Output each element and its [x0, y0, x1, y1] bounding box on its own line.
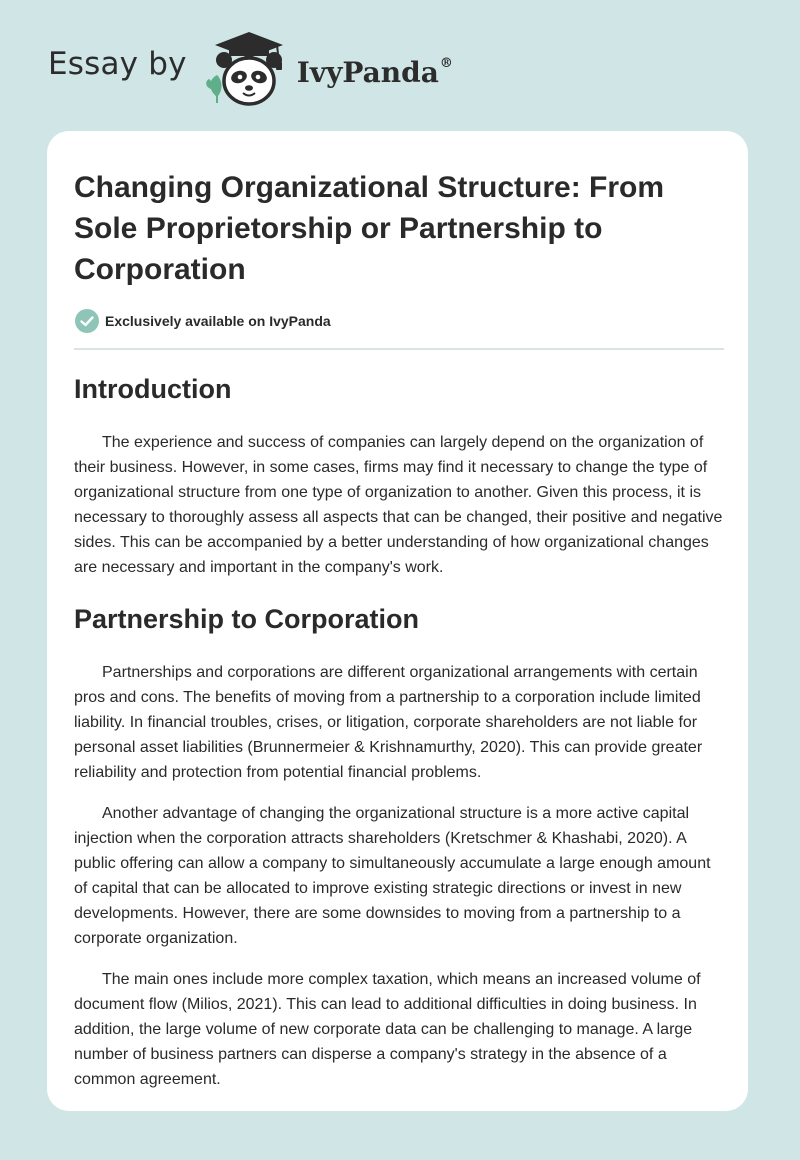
site-header [48, 30, 453, 110]
brand-name-text: IvyPanda [296, 55, 439, 89]
section-partnership-to-corporation [74, 602, 724, 1092]
brand-prefix: Essay by [48, 46, 187, 82]
exclusive-badge [74, 308, 724, 334]
panda-graduation-cap-icon[interactable] [203, 29, 295, 111]
article-card [47, 131, 748, 1111]
divider [74, 348, 724, 350]
article-content [74, 167, 724, 1092]
exclusive-badge-text: Exclusively available on IvyPanda [105, 313, 331, 329]
paragraph: Partnerships and corporations are different organizational arrangements with certain pros and cons. The benefits of moving from a partnership to a corporation include limited liability. In financial troubles, crises, or litigation, corporate shareholders are not liable for personal asset liabilities (Brunnermeier & Krishnamurthy, 2020). This can provide greater reliability and protection from potential financial problems. [74, 664, 703, 781]
paragraph: Another advantage of changing the organizational structure is a more active capital injection when the corporation attracts shareholders (Kretschmer & Khashabi, 2020). A public offering can allow a company to simultaneously accumulate a large enough amount of capital that can be allocated to improve existing strategic directions or invest in new developments. However, there are some downsides to moving from a partnership to a corporate organization. [74, 805, 711, 947]
section-heading: Introduction [74, 374, 232, 404]
paragraph: The main ones include more complex taxation, which means an increased volume of document flow (Milios, 2021). This can lead to additional difficulties in doing business. In addition, the large volume of new corporate data can be challenging to manage. A large number of business partners can disperse a company's strategy in the absence of a common agreement. [74, 971, 701, 1088]
paragraph: The experience and success of companies can largely depend on the organization of their business. However, in some cases, firms may find it necessary to change the type of organizational structure from one type of organization to another. Given this process, it is necessary to thoroughly assess all aspects that can be changed, their positive and negative sides. This can be accompanied by a better understanding of how organizational changes are necessary and important in the company's work. [74, 434, 723, 576]
article-title: Changing Organizational Structure: From Sole Proprietorship or Partnership to Corporation [74, 171, 665, 286]
registered-mark: ® [439, 56, 453, 72]
check-circle-icon [74, 308, 100, 334]
section-heading: Partnership to Corporation [74, 604, 420, 634]
brand-name[interactable] [297, 56, 453, 89]
section-introduction [74, 372, 724, 580]
